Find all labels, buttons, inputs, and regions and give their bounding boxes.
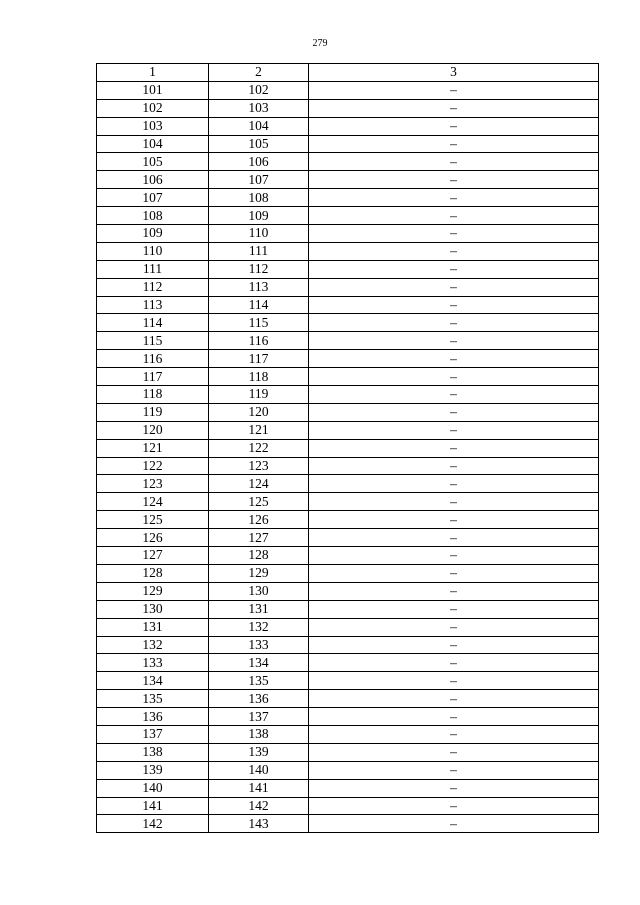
table-cell-col-1: 136 — [97, 708, 209, 726]
table-cell-col-1: 139 — [97, 761, 209, 779]
table-cell-col-3: – — [309, 242, 599, 260]
table-cell-col-1: 118 — [97, 386, 209, 404]
table-row — [97, 797, 599, 815]
header-row — [97, 64, 599, 82]
table-cell-col-2: 132 — [209, 618, 309, 636]
table-cell-col-1: 127 — [97, 547, 209, 565]
table-cell-col-1: 115 — [97, 332, 209, 350]
table-cell-col-1: 101 — [97, 81, 209, 99]
table-row — [97, 779, 599, 797]
table-cell-col-3: – — [309, 672, 599, 690]
table-cell-col-1: 102 — [97, 99, 209, 117]
column-header-3: 3 — [309, 64, 599, 82]
table-row — [97, 368, 599, 386]
table-row — [97, 564, 599, 582]
table-cell-col-3: – — [309, 636, 599, 654]
table-cell-col-2: 134 — [209, 654, 309, 672]
table-cell-col-2: 133 — [209, 636, 309, 654]
table-row — [97, 457, 599, 475]
table-cell-col-1: 123 — [97, 475, 209, 493]
table-row — [97, 350, 599, 368]
table-row — [97, 672, 599, 690]
table-cell-col-3: – — [309, 171, 599, 189]
table-cell-col-3: – — [309, 493, 599, 511]
table-row — [97, 332, 599, 350]
table-row — [97, 654, 599, 672]
table-cell-col-3: – — [309, 368, 599, 386]
table-cell-col-3: – — [309, 797, 599, 815]
table-row — [97, 421, 599, 439]
table-cell-col-3: – — [309, 582, 599, 600]
table-row — [97, 511, 599, 529]
table-cell-col-3: – — [309, 529, 599, 547]
table-cell-col-3: – — [309, 296, 599, 314]
table-cell-col-3: – — [309, 421, 599, 439]
table-row — [97, 189, 599, 207]
table-row — [97, 582, 599, 600]
table-cell-col-3: – — [309, 600, 599, 618]
table-cell-col-2: 123 — [209, 457, 309, 475]
table-cell-col-2: 126 — [209, 511, 309, 529]
table-cell-col-1: 140 — [97, 779, 209, 797]
table-cell-col-3: – — [309, 207, 599, 225]
table-cell-col-3: – — [309, 278, 599, 296]
table-cell-col-3: – — [309, 815, 599, 833]
table-cell-col-2: 115 — [209, 314, 309, 332]
table-row — [97, 547, 599, 565]
table-row — [97, 475, 599, 493]
table-cell-col-3: – — [309, 117, 599, 135]
table-cell-col-2: 129 — [209, 564, 309, 582]
table-body — [97, 81, 599, 832]
table-cell-col-1: 112 — [97, 278, 209, 296]
table-cell-col-2: 140 — [209, 761, 309, 779]
table-cell-col-2: 141 — [209, 779, 309, 797]
table-cell-col-2: 142 — [209, 797, 309, 815]
table-cell-col-3: – — [309, 439, 599, 457]
table-cell-col-1: 111 — [97, 260, 209, 278]
table-cell-col-2: 106 — [209, 153, 309, 171]
table-row — [97, 439, 599, 457]
table-cell-col-2: 137 — [209, 708, 309, 726]
table-row — [97, 81, 599, 99]
table-cell-col-3: – — [309, 618, 599, 636]
table-cell-col-2: 116 — [209, 332, 309, 350]
table-row — [97, 529, 599, 547]
table-cell-col-2: 125 — [209, 493, 309, 511]
table-cell-col-3: – — [309, 350, 599, 368]
table-row — [97, 153, 599, 171]
table-cell-col-3: – — [309, 314, 599, 332]
table-cell-col-2: 109 — [209, 207, 309, 225]
table-row — [97, 386, 599, 404]
table-cell-col-1: 137 — [97, 725, 209, 743]
table-cell-col-1: 107 — [97, 189, 209, 207]
table-cell-col-2: 127 — [209, 529, 309, 547]
table-row — [97, 761, 599, 779]
table-cell-col-2: 113 — [209, 278, 309, 296]
page-number: 279 — [312, 38, 328, 49]
table-cell-col-3: – — [309, 225, 599, 243]
table-row — [97, 314, 599, 332]
table-cell-col-1: 113 — [97, 296, 209, 314]
table-cell-col-1: 104 — [97, 135, 209, 153]
table-cell-col-2: 103 — [209, 99, 309, 117]
table-cell-col-2: 131 — [209, 600, 309, 618]
table-cell-col-3: – — [309, 511, 599, 529]
table-row — [97, 242, 599, 260]
table-cell-col-2: 108 — [209, 189, 309, 207]
table-row — [97, 708, 599, 726]
table-cell-col-2: 117 — [209, 350, 309, 368]
table-cell-col-2: 138 — [209, 725, 309, 743]
table-cell-col-3: – — [309, 386, 599, 404]
table-row — [97, 225, 599, 243]
table-row — [97, 260, 599, 278]
table-cell-col-1: 128 — [97, 564, 209, 582]
table-cell-col-3: – — [309, 475, 599, 493]
table-cell-col-1: 122 — [97, 457, 209, 475]
column-header-1: 1 — [97, 64, 209, 82]
table-cell-col-3: – — [309, 708, 599, 726]
table-cell-col-2: 118 — [209, 368, 309, 386]
table-row — [97, 600, 599, 618]
table-cell-col-1: 130 — [97, 600, 209, 618]
table-cell-col-2: 121 — [209, 421, 309, 439]
table-cell-col-3: – — [309, 403, 599, 421]
table-cell-col-2: 122 — [209, 439, 309, 457]
table-cell-col-1: 125 — [97, 511, 209, 529]
table-cell-col-2: 110 — [209, 225, 309, 243]
table-cell-col-1: 133 — [97, 654, 209, 672]
table-cell-col-3: – — [309, 654, 599, 672]
table-cell-col-3: – — [309, 779, 599, 797]
table-row — [97, 690, 599, 708]
table-cell-col-3: – — [309, 153, 599, 171]
table-cell-col-3: – — [309, 81, 599, 99]
table-row — [97, 618, 599, 636]
table-cell-col-3: – — [309, 725, 599, 743]
table-cell-col-1: 134 — [97, 672, 209, 690]
table-cell-col-3: – — [309, 564, 599, 582]
table-row — [97, 296, 599, 314]
table-cell-col-3: – — [309, 189, 599, 207]
table-cell-col-3: – — [309, 690, 599, 708]
table-row — [97, 815, 599, 833]
table-cell-col-1: 119 — [97, 403, 209, 421]
table-cell-col-2: 119 — [209, 386, 309, 404]
table-cell-col-2: 128 — [209, 547, 309, 565]
table-cell-col-3: – — [309, 332, 599, 350]
table-cell-col-2: 130 — [209, 582, 309, 600]
table-cell-col-2: 104 — [209, 117, 309, 135]
table-row — [97, 117, 599, 135]
table-cell-col-2: 124 — [209, 475, 309, 493]
table-cell-col-1: 106 — [97, 171, 209, 189]
table-cell-col-1: 124 — [97, 493, 209, 511]
table-cell-col-1: 117 — [97, 368, 209, 386]
table-cell-col-3: – — [309, 135, 599, 153]
table-cell-col-2: 111 — [209, 242, 309, 260]
table-row — [97, 278, 599, 296]
table-row — [97, 743, 599, 761]
table-cell-col-1: 114 — [97, 314, 209, 332]
table-cell-col-3: – — [309, 99, 599, 117]
table-cell-col-1: 120 — [97, 421, 209, 439]
table-row — [97, 403, 599, 421]
table-cell-col-2: 143 — [209, 815, 309, 833]
table-cell-col-1: 116 — [97, 350, 209, 368]
table-cell-col-1: 108 — [97, 207, 209, 225]
table-row — [97, 135, 599, 153]
table-cell-col-1: 142 — [97, 815, 209, 833]
column-header-2: 2 — [209, 64, 309, 82]
table-row — [97, 207, 599, 225]
table-cell-col-3: – — [309, 457, 599, 475]
table-cell-col-1: 121 — [97, 439, 209, 457]
table-cell-col-1: 135 — [97, 690, 209, 708]
table-cell-col-3: – — [309, 260, 599, 278]
table-cell-col-1: 129 — [97, 582, 209, 600]
table-cell-col-2: 105 — [209, 135, 309, 153]
table-row — [97, 99, 599, 117]
table-row — [97, 725, 599, 743]
table-cell-col-1: 126 — [97, 529, 209, 547]
table-cell-col-3: – — [309, 761, 599, 779]
table-cell-col-1: 110 — [97, 242, 209, 260]
table-cell-col-2: 112 — [209, 260, 309, 278]
table-cell-col-1: 138 — [97, 743, 209, 761]
table-cell-col-1: 131 — [97, 618, 209, 636]
table-cell-col-2: 102 — [209, 81, 309, 99]
table-cell-col-2: 135 — [209, 672, 309, 690]
table-cell-col-1: 132 — [97, 636, 209, 654]
table-cell-col-2: 107 — [209, 171, 309, 189]
table-cell-col-2: 120 — [209, 403, 309, 421]
table-cell-col-1: 109 — [97, 225, 209, 243]
table-row — [97, 636, 599, 654]
table-cell-col-2: 136 — [209, 690, 309, 708]
data-table — [96, 63, 599, 833]
table-row — [97, 171, 599, 189]
table-row — [97, 493, 599, 511]
table-cell-col-3: – — [309, 743, 599, 761]
table-cell-col-3: – — [309, 547, 599, 565]
table-cell-col-1: 105 — [97, 153, 209, 171]
table-cell-col-2: 139 — [209, 743, 309, 761]
table-cell-col-1: 141 — [97, 797, 209, 815]
table-cell-col-1: 103 — [97, 117, 209, 135]
table-cell-col-2: 114 — [209, 296, 309, 314]
